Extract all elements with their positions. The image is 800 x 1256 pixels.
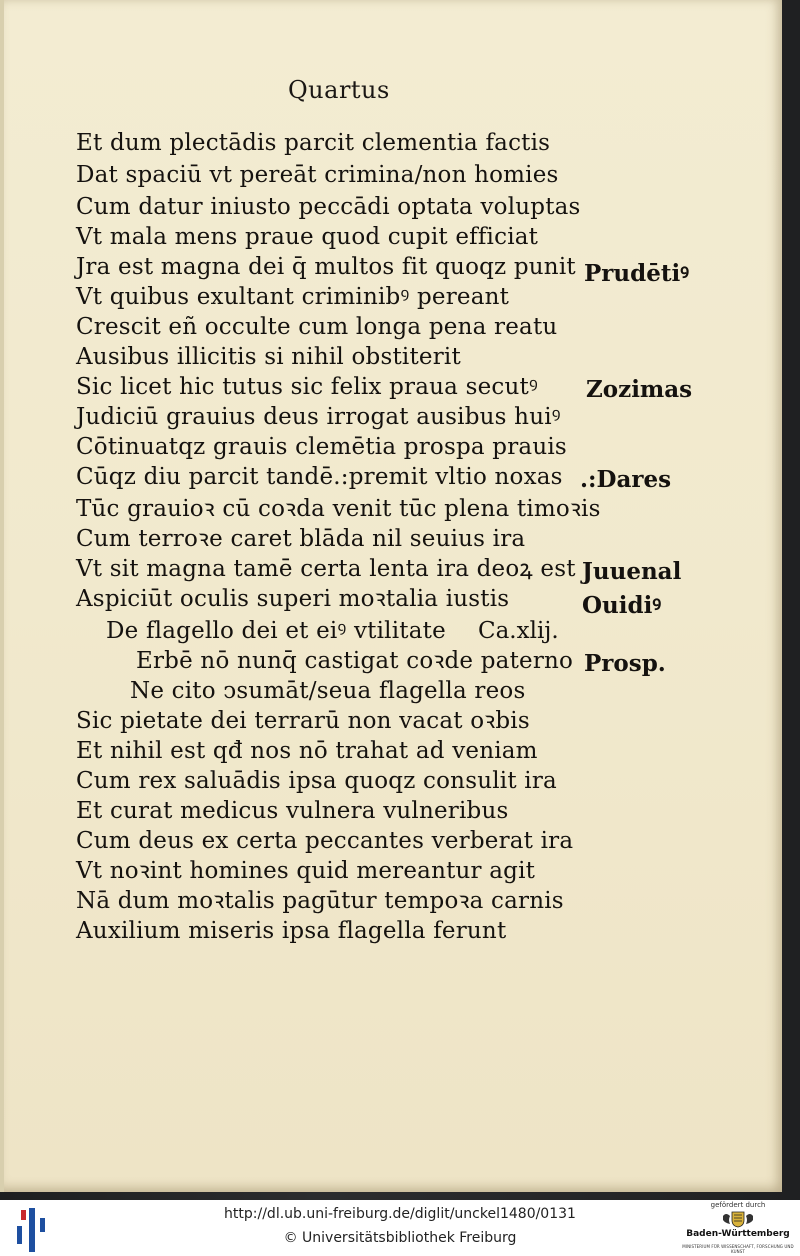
- margin-note: Ouidiꝰ: [582, 592, 662, 619]
- page-edge: [0, 0, 4, 1192]
- text-line: Cum rex saluādis ipsa quoqz consulit ira: [76, 768, 557, 794]
- text-line: Ausibus illicitis si nihil obstiterit: [76, 344, 461, 370]
- margin-note: Prudētiꝰ: [584, 260, 689, 287]
- viewer-footer: [0, 1200, 800, 1256]
- sponsor-ministry: MINISTERIUM FÜR WISSENSCHAFT, FORSCHUNG UND KUNST: [682, 1244, 794, 1254]
- document-url-link[interactable]: http://dl.ub.uni-freiburg.de/diglit/unckel1480/0131: [224, 1206, 576, 1222]
- text-line: Dat spaciū vt pereāt crimina/non homies: [76, 162, 559, 188]
- margin-note: Zozimas: [586, 376, 693, 403]
- text-line: Cōtinuatqz grauis clemētia prospa prauis: [76, 434, 567, 460]
- text-line: Crescit eñ occulte cum longa pena reatu: [76, 314, 558, 340]
- text-line: Cum terroꝛe caret blāda nil seuius ira: [76, 526, 526, 552]
- text-line: Auxilium miseris ipsa flagella ferunt: [76, 918, 507, 944]
- copyright-notice: © Universitätsbibliothek Freiburg: [283, 1230, 517, 1246]
- text-line: Erbē nō nunq̄ castigat coꝛde paterno: [136, 648, 574, 674]
- chapter-number: Ca.xlij.: [478, 618, 559, 644]
- text-line: Vt mala mens praue quod cupit efficiat: [76, 224, 539, 250]
- sponsor-name: Baden-Württemberg: [686, 1229, 790, 1239]
- text-line: Judiciū grauius deus irrogat ausibus huiꝰ: [76, 404, 561, 430]
- text-line: Vt sit magna tamē certa lenta ira deoꝝ est: [76, 556, 576, 582]
- text-line: Aspiciūt oculis superi moꝛtalia iustis: [76, 586, 510, 612]
- text-line: Sic pietate dei terrarū non vacat oꝛbis: [76, 708, 530, 734]
- text-line: Vt quibus exultant criminibꝰ pereant: [76, 284, 510, 310]
- text-line: Vt noꝛint homines quid mereantur agit: [76, 858, 536, 884]
- text-line: Sic licet hic tutus sic felix praua secutꝰ: [76, 374, 538, 400]
- chapter-heading: De flagello dei et eiꝰ vtilitate: [106, 618, 446, 644]
- sponsor-label: gefördert durch: [710, 1201, 766, 1209]
- text-line: Et curat medicus vulnera vulneribus: [76, 798, 509, 824]
- margin-note: Prosp.: [584, 650, 666, 677]
- text-line: Cum deus ex certa peccantes verberat ira: [76, 828, 574, 854]
- text-line: Tūc grauioꝛ cū coꝛda venit tūc plena timoꝛis: [76, 496, 601, 522]
- text-line: Ne cito ↄsumāt/seua flagella reos: [130, 678, 526, 704]
- text-line: Cum datur iniusto peccādi optata voluptas: [76, 194, 581, 220]
- text-line: Et nihil est qđ nos nō trahat ad veniam: [76, 738, 538, 764]
- margin-note: Juuenal: [582, 558, 682, 585]
- text-line: Cūqz diu parcit tandē.:premit vltio noxas: [76, 464, 563, 490]
- baden-wuerttemberg-crest-icon: [720, 1210, 756, 1228]
- sponsor-block: [676, 1200, 800, 1256]
- text-line: Nā dum moꝛtalis pagūtur tempoꝛa carnis: [76, 888, 564, 914]
- text-line: Et dum plectādis parcit clementia factis: [76, 130, 551, 156]
- text-line: Jra est magna dei q̄ multos fit quoqz punit: [76, 254, 576, 280]
- margin-note: .:Dares: [580, 466, 672, 493]
- running-head: Quartus: [288, 76, 390, 104]
